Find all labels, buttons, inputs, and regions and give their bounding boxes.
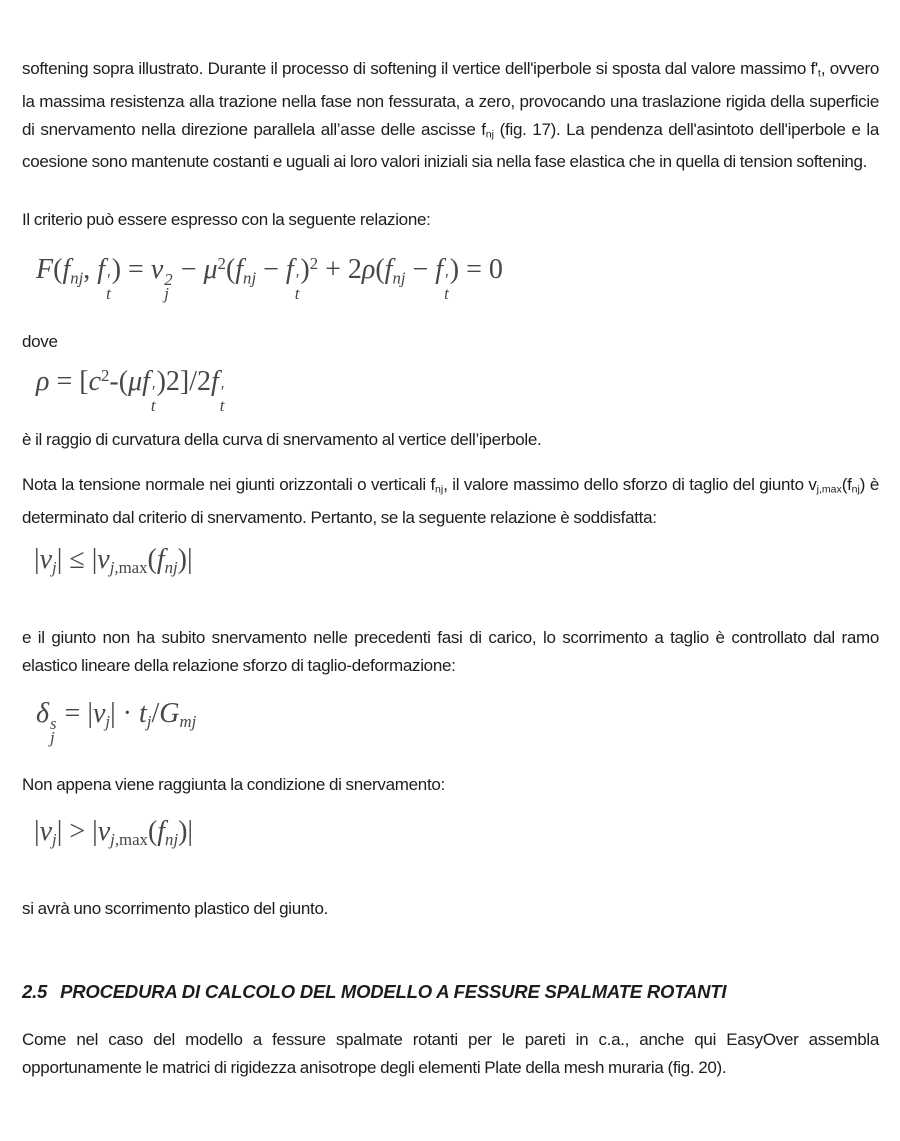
label-dove: dove [22,332,58,351]
section-heading-2-5 [22,981,726,1003]
paragraph-criterio-lead-in: Il criterio può essere espresso con la seguente relazione: [22,210,431,229]
paragraph-giunto-elastico: e il giunto non ha subito snervamento nelle precedenti fasi di carico, lo scorrimento a taglio è controllato dal ramo elastico lineare della relazione sforzo di taglio-deformazione: [22,628,879,675]
equation-rho-curvature-radius: $\rho = [c^2-(\mu f$ ′ t )2]/2f ′ t [36,366,225,416]
equation-elastic-slip: δ s j = |vj| · tj/Gmj [36,698,197,747]
section-title: PROCEDURA DI CALCOLO DEL MODELLO A FESSURE SPALMATE ROTANTI [60,981,727,1002]
section-number: 2.5 [22,981,48,1002]
paragraph-non-appena: Non appena viene raggiunta la condizione di snervamento: [22,775,445,794]
paragraph-raggio-curvatura: è il raggio di curvatura della curva di snervamento al vertice dell’iperbole. [22,430,542,449]
paragraph-easyover-assembla: Come nel caso del modello a fessure spalmate rotanti per le pareti in c.a., anche qui EasyOver assembla opportunamente le matrici di rigidezza anisotrope degli elementi Plate della mesh muraria (fig. 20). [22,1030,879,1077]
equation-shear-exceed-gt: |vj| > |vj,max(fnj)| [34,816,194,850]
equation-shear-check-le: |vj| ≤ |vj,max(fnj)| [34,544,193,578]
paragraph-softening-intro: softening sopra illustrato. Durante il processo di softening il vertice dell'iperbole si sposta dal valore massimo f't, ovvero la massima resistenza alla trazione nella fase non fessurata, a zero, provocando una traslazione rigida della superficie di snervamento nella direzione parallela all’asse delle ascisse fnj (fig. 17). La pendenza dell'asintoto dell'iperbole e la coesione sono mantenute costanti e uguali ai loro valori iniziali sia nella fase elastica che in quella di tension softening. [22,59,879,172]
paragraph-nota-tensione: Nota la tensione normale nei giunti orizzontali o verticali fnj, il valore massimo dello sforzo di taglio del giunto vj,max(fnj) è determinato dal criterio di snervamento. Pertanto, se la seguente relazione è soddisfatta: [22,475,879,527]
paragraph-scorrimento-plastico: si avrà uno scorrimento plastico del giunto. [22,899,329,918]
equation-yield-criterion: F(fnj, f ′ t ) = v 2 j − $\mu^2(fnj - f$ ′ t )$^2$ + 2ρ(fnj − f ′ t ) = 0 [36,254,503,304]
